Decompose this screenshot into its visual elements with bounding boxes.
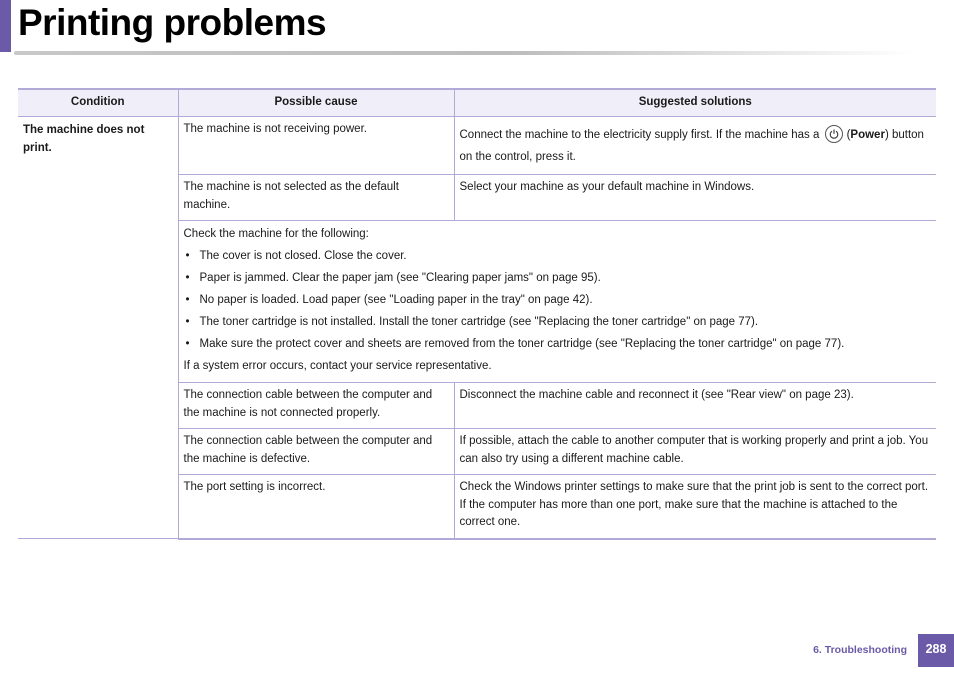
header-possible-cause: Possible cause [178,89,454,117]
cause-cell: The connection cable between the computer and the machine is not connected properly. [178,383,454,429]
solution-cell: Connect the machine to the electricity supply first. If the machine has a (Power) button on the control, press it. [454,117,936,175]
page-number: 288 [918,634,954,667]
cause-cell: The connection cable between the computer and the machine is defective. [178,429,454,475]
check-outro: If a system error occurs, contact your service representative. [183,359,492,372]
title-accent-bar [0,0,11,52]
check-intro: Check the machine for the following: [183,228,369,240]
page-title: Printing problems [18,2,327,43]
list-item: • Paper is jammed. Clear the paper jam (see "Clearing paper jams" on page 95). [184,270,932,288]
table-header-row [18,89,936,117]
table-row [18,117,936,175]
printing-problems-table [18,88,936,540]
cause-cell: The machine is not receiving power. [178,117,454,175]
list-item: • Make sure the protect cover and sheets are removed from the toner cartridge (see "Replacing the toner cartridge" on page 77). [184,336,932,354]
solution-cell: Disconnect the machine cable and reconnect it (see "Rear view" on page 23). [454,383,936,429]
list-item: • The toner cartridge is not installed. Install the toner cartridge (see "Replacing the toner cartridge" on page 77). [184,314,932,332]
solution-cell: Select your machine as your default machine in Windows. [454,175,936,221]
check-list [184,248,932,354]
power-icon [825,125,843,143]
list-item: • No paper is loaded. Load paper (see "Loading paper in the tray" on page 42). [184,292,932,310]
solution-text-cont: button on the control, press it. [459,129,924,163]
cause-cell: The port setting is incorrect. [178,475,454,539]
title-underline [14,51,914,55]
power-label: Power [850,129,885,141]
cause-cell: The machine is not selected as the default machine. [178,175,454,221]
list-item: • The cover is not closed. Close the cover. [184,248,932,266]
solution-text: Connect the machine to the electricity supply first. If the machine has a [459,129,820,141]
solution-cell: If possible, attach the cable to another computer that is working properly and print a job. You can also try using a different machine cable. [454,429,936,475]
condition-cell: The machine does not print. [18,117,178,539]
solution-cell: Check the Windows printer settings to make sure that the print job is sent to the correct port. If the computer has more than one port, make sure that the machine is attached to the correct one. [454,475,936,539]
header-condition: Condition [18,89,178,117]
check-list-cell [178,221,936,383]
footer-section-label: 6. Troubleshooting [813,644,907,656]
header-suggested-solutions: Suggested solutions [454,89,936,117]
